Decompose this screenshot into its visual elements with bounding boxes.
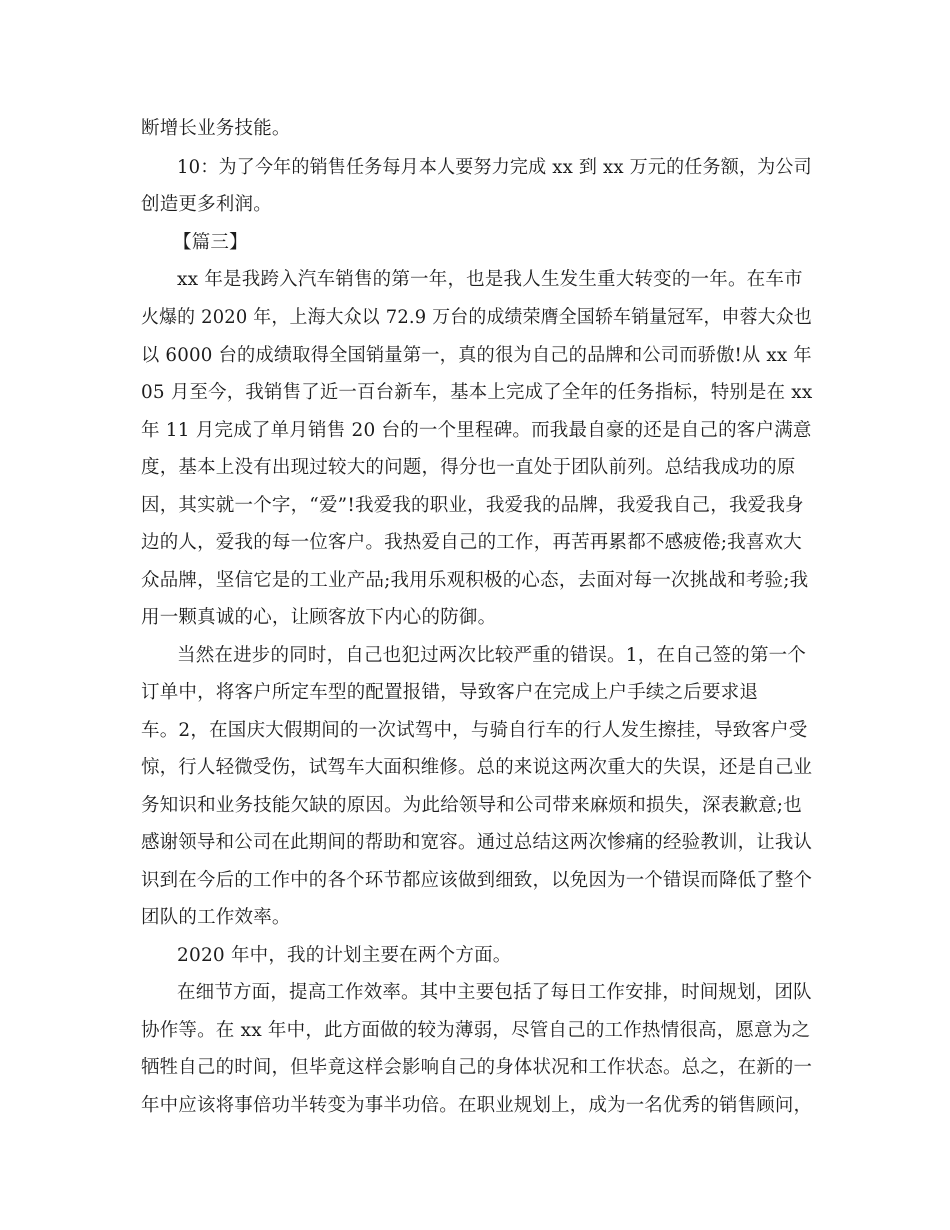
text-line: 断增长业务技能。 — [141, 118, 291, 139]
text-line: 2020 年中，我的计划主要在两个方面。 — [177, 945, 512, 966]
text-line: 以 6000 台的成绩取得全国销量第一，真的很为自己的品牌和公司而骄傲!从 xx 年 — [141, 345, 812, 366]
text-line: 协作等。在 xx 年中，此方面做的较为薄弱，尽管自己的工作热情很高，愿意为之 — [141, 1020, 811, 1041]
text-line: 年 11 月完成了单月销售 20 台的一个里程碑。而我最自豪的还是自己的客户满意 — [141, 420, 812, 441]
text-line: 年中应该将事倍功半转变为事半功倍。在职业规划上，成为一名优秀的销售顾问， — [141, 1095, 813, 1116]
text-line: xx 年是我跨入汽车销售的第一年，也是我人生发生重大转变的一年。在车市 — [177, 269, 803, 290]
text-line: 众品牌，坚信它是的工业产品;我用乐观积极的心态，去面对每一次挑战和考验;我 — [141, 570, 809, 591]
text-line: 识到在今后的工作中的各个环节都应该做到细致，以免因为一个错误而降低了整个 — [141, 870, 813, 891]
text-line: 边的人，爱我的每一位客户。我热爱自己的工作，再苦再累都不感疲倦;我喜欢大 — [141, 532, 802, 553]
text-line: 车。2，在国庆大假期间的一次试驾中，与骑自行车的行人发生擦挂，导致客户受 — [141, 720, 808, 741]
text-line: 团队的工作效率。 — [141, 907, 291, 928]
text-line: 惊，行人轻微受伤，试驾车大面积维修。总的来说这两次重大的失误，还是自己业 — [141, 757, 813, 778]
text-line: 创造更多利润。 — [141, 194, 272, 215]
section-heading: 【篇三】 — [173, 232, 248, 253]
text-line: 当然在进步的同时，自己也犯过两次比较严重的错误。1，在自己签的第一个 — [177, 645, 807, 666]
text-line: 用一颗真诚的心，让顾客放下内心的防御。 — [141, 607, 497, 628]
text-line: 在细节方面，提高工作效率。其中主要包括了每日工作安排，时间规划，团队 — [177, 982, 812, 1003]
text-line: 因，其实就一个字，“爱”!我爱我的职业，我爱我的品牌，我爱我自己，我爱我身 — [141, 495, 804, 516]
text-line: 度，基本上没有出现过较大的问题，得分也一直处于团队前列。总结我成功的原 — [141, 457, 796, 478]
text-line: 10：为了今年的销售任务每月本人要努力完成 xx 到 xx 万元的任务额，为公司 — [177, 157, 812, 178]
text-line: 火爆的 2020 年，上海大众以 72.9 万台的成绩荣膺全国轿车销量冠军，申蓉大众也 — [141, 307, 812, 328]
text-line: 务知识和业务技能欠缺的原因。为此给领导和公司带来麻烦和损失，深表歉意;也 — [141, 795, 802, 816]
text-line: 感谢领导和公司在此期间的帮助和宽容。通过总结这两次惨痛的经验教训，让我认 — [141, 832, 813, 853]
text-line: 05 月至今，我销售了近一百台新车，基本上完成了全年的任务指标，特别是在 xx — [141, 382, 813, 403]
text-line: 牺牲自己的时间，但毕竟这样会影响自己的身体状况和工作状态。总之，在新的一 — [141, 1057, 813, 1078]
text-line: 订单中，将客户所定车型的配置报错，导致客户在完成上户手续之后要求退 — [141, 682, 759, 703]
